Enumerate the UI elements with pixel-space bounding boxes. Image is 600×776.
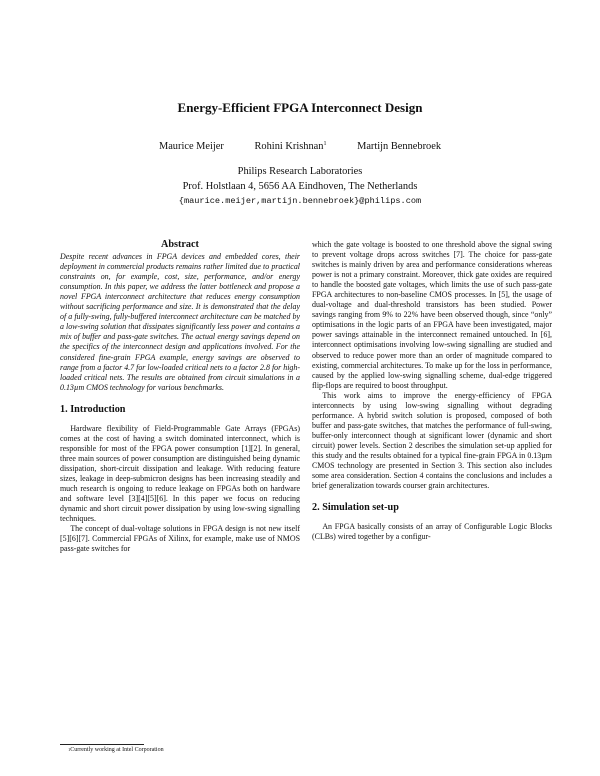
paper-title: Energy-Efficient FPGA Interconnect Design: [177, 100, 423, 115]
right-column: [312, 240, 552, 542]
author-1: Maurice Meijer: [158, 141, 224, 152]
intro-paragraph-2: The concept of dual-voltage solutions in FPGA design is not new itself [5][6][7]. Commercial FPGAs of Xilinx, for example, make use of NMOS pass-gate switches for: [60, 524, 300, 554]
intro-paragraph-4: This work aims to improve the energy-efficiency of FPGA interconnects by using low-swing signalling without degrading performance. A hybrid switch solution is proposed, composed of both buffer and pass-gate switches, that matches the performance of full-swing, buffer-only interconnect though at significant lower (dynamic and short circuit) power levels. Section 2 describes the simulation set-up applied for this study and the results obtained for a typical fine-grain FPGA in 0.13µm CMOS technology are presented in Section 3. This section also includes some area consideration. Section 4 contains the conclusions and includes a brief generalization towards courser grain architectures.: [312, 390, 552, 491]
left-column: [60, 240, 300, 554]
author-email[interactable]: {maurice.meijer,martijn.bennebroek}@philips.com: [178, 196, 422, 206]
intro-paragraph-3: which the gate voltage is boosted to one threshold above the signal swing to prevent voltage drops across switches [7]. The choice for pass-gate switches is mainly driven by area and performance considerations whereas power is not a primary constraint. Moreover, thick gate oxides are required to handle the boosted gate voltages, which limits the use of such pass-gate FPGA architectures to non-baseline CMOS processes. In [5], the usage of dual-voltage and dual-threshold transistors has been studied. Power savings ranging from 9% to 22% have been observed though, since “only” optimisations in the logic parts of an FPGA have been investigated, major power savings attainable in the interconnect remained untouched. In [6], interconnect optimisations involving low-swing signalling are studied and observed to reduce power more than an order of magnitude compared to existing, commercial architectures. To make up for the loss in performance, caused by the applied low-swing signalling scheme, dual-edge triggered flip-flops are required to boost throughput.: [312, 240, 552, 390]
footnote: [68, 747, 164, 753]
intro-paragraph-1: Hardware flexibility of Field-Programmable Gate Arrays (FPGAs) comes at the cost of having a switch dominated interconnect, which is responsible for most of the FPGA power consumption [1][2]. In general, three main sources of power consumption are distinguished being dynamic dissipation, short-circuit dissipation and leakage. With reducing feature sizes, leakage in deep-submicron designs has been increasing steadily and much research is ongoing to reduce leakage on FPGAs both on hardware and software level [3][4][5][6]. In this paper we focus on reducing dynamic and short circuit power dissipation by using low-swing signalling techniques.: [60, 423, 300, 524]
abstract-heading: Abstract: [161, 239, 199, 250]
footnote-divider: [60, 744, 144, 745]
author-3: Martijn Bennebroek: [357, 141, 442, 152]
simulation-paragraph-1: An FPGA basically consists of an array of Configurable Logic Blocks (CLBs) wired together by a configur-: [312, 522, 552, 542]
author-2: Rohini Krishnan$^1$: [254, 141, 327, 152]
section-heading-simulation: 2. Simulation set-up: [312, 502, 399, 514]
author-list: [0, 141, 600, 152]
section-heading-introduction: 1. Introduction: [60, 403, 126, 415]
affiliation-address: Prof. Holstlaan 4, 5656 AA Eindhoven, The Netherlands: [182, 181, 418, 192]
author-footnote-mark: 1: [323, 141, 327, 147]
affiliation-org: Philips Research Laboratories: [237, 166, 363, 177]
footnote-text: Currently working at Intel Corporation: [70, 747, 164, 753]
abstract-text: Despite recent advances in FPGA devices and embedded cores, their deployment in commercial products remains rather limited due to practical constraints on, for example, cost, size, performance, and/or energy consumption. In this paper, we address the latter bottleneck and propose a novel FPGA interconnect architecture that reduces energy consumption without sacrificing performance and size. It is demonstrated that the delay of a fully-swing, fully-buffered interconnect architecture can be matched by a low-swing solution that dissipates significantly less power and contains a mix of buffer and pass-gate switches. The actual energy savings depend on the specifics of the interconnect design and applications involved. For the considered fine-grain FPGA example, energy savings are observed to range from a factor 4.7 for low-loaded critical nets to a factor 2.8 for high-loaded critical nets. The results are obtained from circuit simulations in a 0.13µm CMOS technology for various benchmarks.: [60, 252, 300, 392]
footnote-mark: 1: [68, 747, 71, 752]
